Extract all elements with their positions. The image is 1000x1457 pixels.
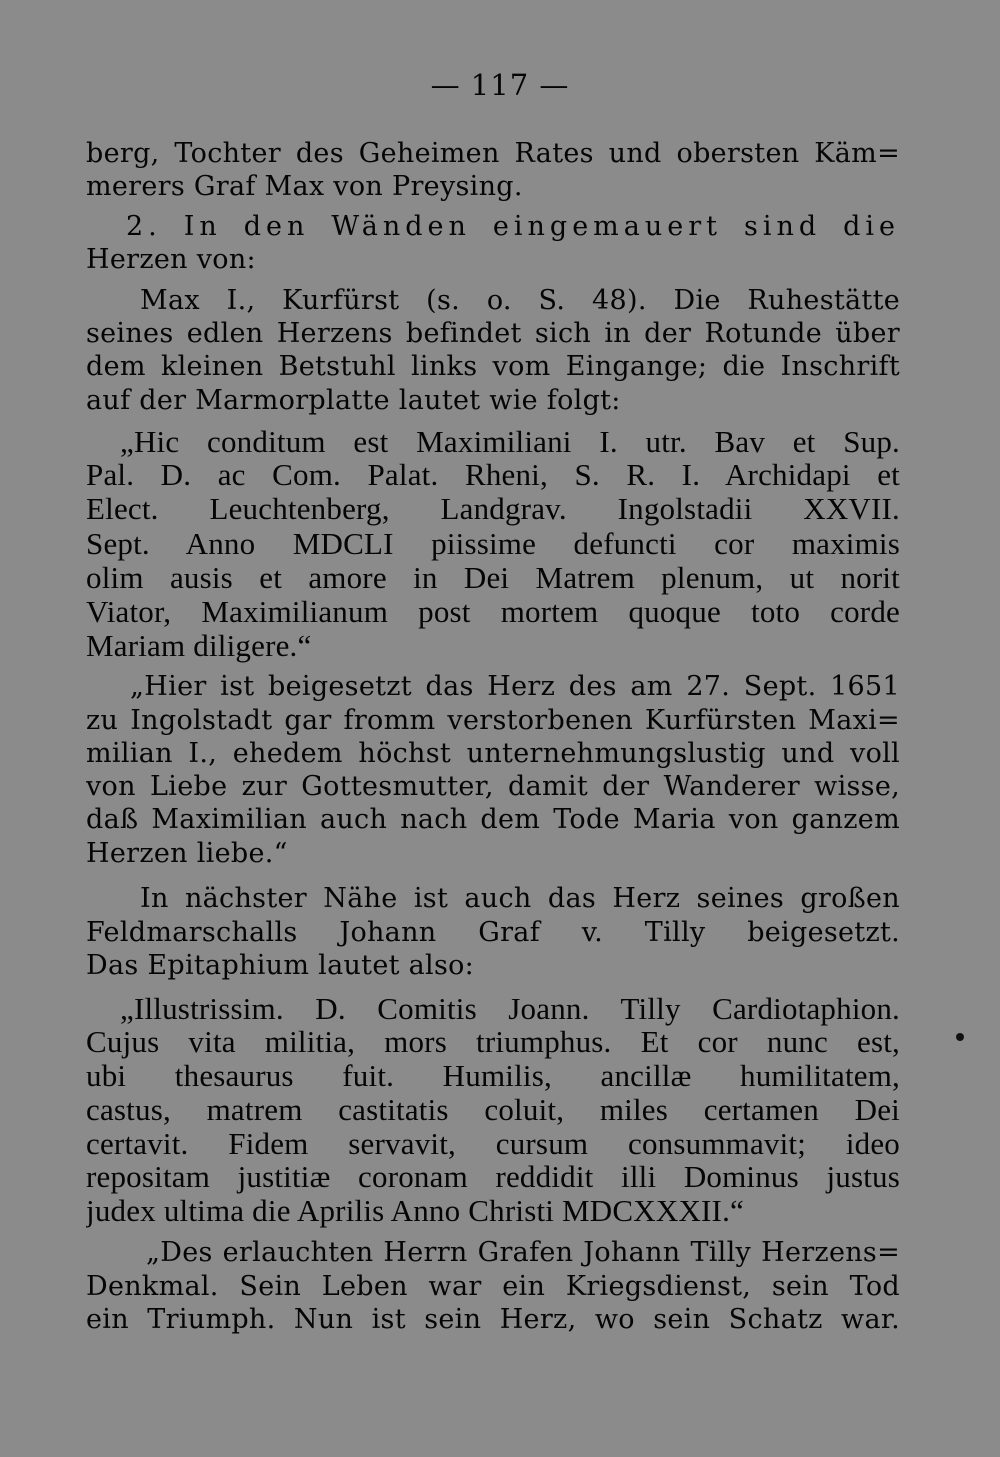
text-line: „Hic conditum est Maximiliani I. utr. Bav et Sup. [120, 425, 900, 459]
text-line: Elect. Leuchtenberg, Landgrav. Ingolstadii XXVII. [86, 492, 900, 526]
text-line: von Liebe zur Gottesmutter, damit der Wanderer wisse, [86, 771, 900, 802]
ink-speck [956, 1033, 964, 1041]
text-line: dem kleinen Betstuhl links vom Eingange; die Inschrift [86, 351, 900, 382]
text-line: Sept. Anno MDCLI piissime defuncti cor maximis [86, 527, 900, 561]
text-line: „Illustrissim. D. Comitis Joann. Tilly Cardiotaphion. [120, 992, 900, 1026]
text-line: Cujus vita militia, mors triumphus. Et cor nunc est, [86, 1025, 900, 1059]
text-line: castus, matrem castitatis coluit, miles certamen Dei [86, 1093, 900, 1127]
text-line: repositam justitiæ coronam reddidit illi Dominus justus [86, 1160, 900, 1194]
text-line: „Hier ist beigesetzt das Herz des am 27. Sept. 1651 [130, 671, 900, 702]
text-line: milian I., ehedem höchst unternehmungslustig und voll [86, 738, 900, 769]
text-line: Feldmarschalls Johann Graf v. Tilly beigesetzt. [86, 917, 900, 948]
text-line: Mariam diligere.“ [86, 629, 312, 663]
text-line: ein Triumph. Nun ist sein Herz, wo sein Schatz war. [86, 1304, 900, 1335]
text-line: zu Ingolstadt gar fromm verstorbenen Kurfürsten Maxi= [86, 705, 900, 736]
text-line: seines edlen Herzens befindet sich in der Rotunde über [86, 318, 900, 349]
text-line: Das Epitaphium lautet also: [86, 950, 475, 981]
text-line: berg, Tochter des Geheimen Rates und obersten Käm= [86, 138, 900, 169]
text-line: daß Maximilian auch nach dem Tode Maria von ganzem [86, 804, 900, 835]
text-line: Herzen von: [86, 244, 256, 275]
text-line: auf der Marmorplatte lautet wie folgt: [86, 385, 621, 416]
text-line: judex ultima die Aprilis Anno Christi MDCXXXII.“ [86, 1194, 744, 1228]
text-line: In nächster Nähe ist auch das Herz seines großen [140, 883, 900, 914]
text-line: 2. In den Wänden eingemauert sind die [126, 211, 900, 242]
text-line: Herzen liebe.“ [86, 838, 288, 869]
text-line: olim ausis et amore in Dei Matrem plenum, ut norit [86, 561, 900, 595]
text-line: Viator, Maximilianum post mortem quoque toto corde [86, 595, 900, 629]
text-line: certavit. Fidem servavit, cursum consummavit; ideo [86, 1127, 900, 1161]
page-number: — 117 — [430, 68, 570, 102]
text-line: Denkmal. Sein Leben war ein Kriegsdienst, sein Tod [86, 1271, 900, 1302]
text-line: Max I., Kurfürst (s. o. S. 48). Die Ruhestätte [140, 285, 900, 316]
text-line: Pal. D. ac Com. Palat. Rheni, S. R. I. Archidapi et [86, 458, 900, 492]
text-line: ubi thesaurus fuit. Humilis, ancillæ humilitatem, [86, 1059, 900, 1093]
text-line: merers Graf Max von Preysing. [86, 171, 523, 202]
text-line: „Des erlauchten Herrn Grafen Johann Tilly Herzens= [146, 1237, 900, 1268]
